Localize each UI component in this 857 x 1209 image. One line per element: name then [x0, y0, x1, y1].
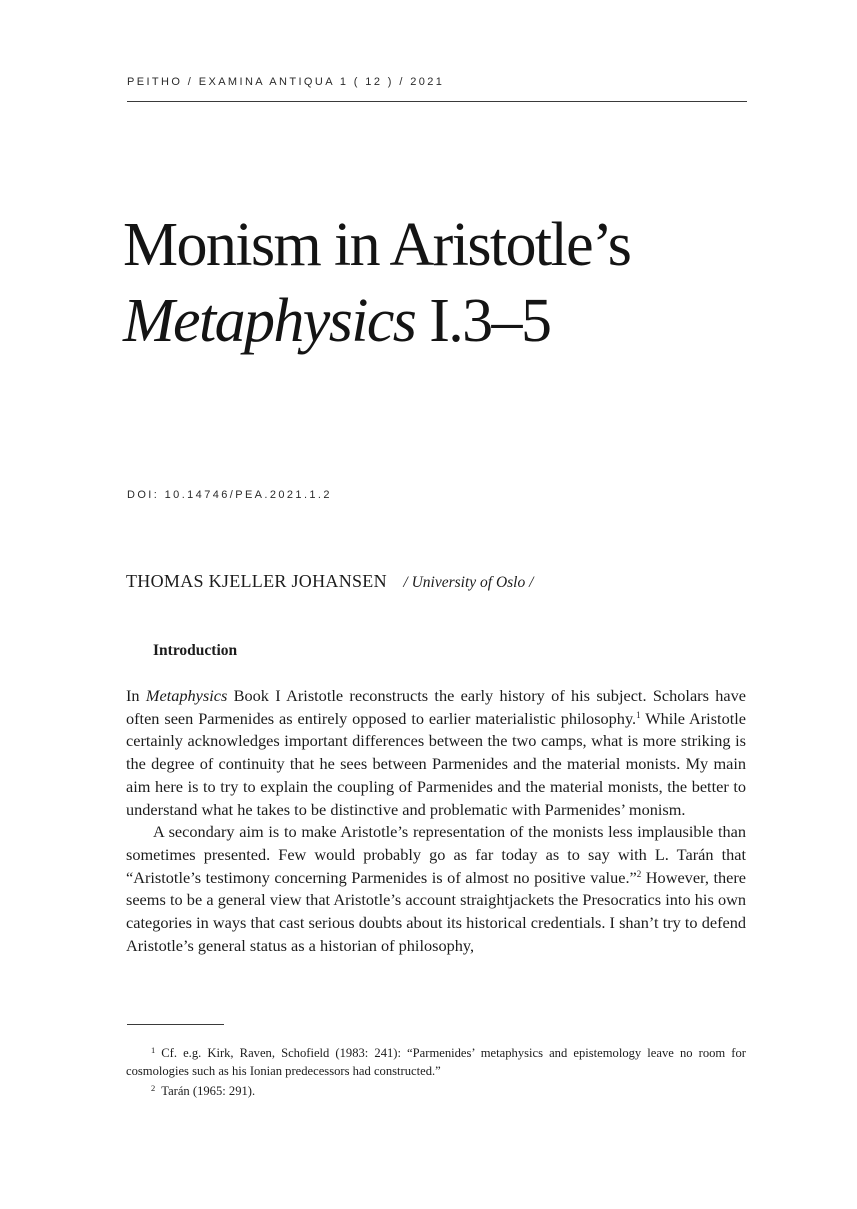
footnote-2	[126, 1083, 746, 1101]
header-rule	[127, 101, 747, 102]
article-title	[123, 207, 763, 359]
footnote-ref-1[interactable]: 1	[636, 709, 641, 720]
author-affiliation: / University of Oslo /	[403, 574, 534, 591]
footnote-mark: 1	[151, 1045, 156, 1055]
doi-identifier[interactable]: DOI: 10.14746/PEA.2021.1.2	[127, 489, 332, 501]
text-run: In	[126, 686, 146, 705]
footnote-1	[126, 1045, 746, 1080]
footnote-mark: 2	[151, 1083, 156, 1094]
title-line-1: Monism in Aristotle’s	[123, 211, 631, 279]
text-run: A secondary aim is to make Aristotle’s representation of the monists less implausible than sometimes presented. Few would probably go as far today as to say with L. Tarán that “Aristotle’s testimony concerning Parmenides is of almost no positive value.”	[126, 822, 746, 887]
book-title-italic: Metaphysics	[145, 686, 228, 705]
running-head: PEITHO / EXAMINA ANTIQUA 1 ( 12 ) / 2021	[127, 76, 445, 88]
body-text	[126, 685, 746, 957]
paragraph-2	[126, 821, 746, 957]
footnote-text: Cf. e.g. Kirk, Raven, Schofield (1983: 241): “Parmenides’ metaphysics and epistemology leave no room for cosmologies such as his Ionian predecessors had constructed.”	[126, 1046, 746, 1078]
author-byline	[126, 571, 533, 592]
title-line-2-rest: I.3–5	[415, 287, 551, 355]
footnote-text: Tarán (1965: 291).	[161, 1084, 256, 1099]
section-heading: Introduction	[153, 642, 238, 659]
footnote-ref-2[interactable]: 2	[636, 868, 642, 879]
text-run: However, there seems to be a general view that Aristotle’s account straightjackets the Presocratics into his own categories in ways that cast serious doubts about its historical credentials. I shan’t try to defend Aristotle’s general status as a historian of philosophy,	[126, 867, 746, 955]
footnote-rule	[127, 1024, 224, 1025]
title-italic-word: Metaphysics	[123, 287, 416, 355]
footnotes	[126, 1045, 746, 1101]
paragraph-1	[126, 685, 746, 821]
text-run: Book I Aristotle reconstructs the early history of his subject. Scholars have often seen Parmenides as entirely opposed to earlier materialistic philosophy.	[126, 686, 746, 728]
author-name: THOMAS KJELLER JOHANSEN	[126, 571, 387, 591]
text-run: While Aristotle certainly acknowledges important differences between the two camps, what is more striking is the degree of continuity that he sees between Parmenides and the material monists. My main aim here is to try to explain the coupling of Parmenides and the material monists, the better to understand what he takes to be distinctive and problematic with Parmenides’ monism.	[126, 708, 746, 819]
